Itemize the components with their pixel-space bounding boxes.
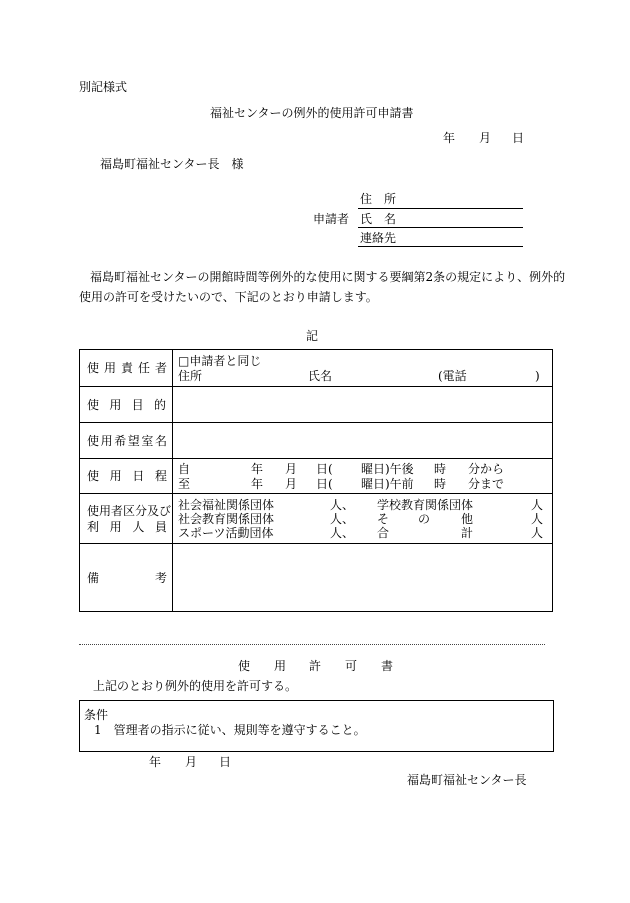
schedule-from-weekday: 曜日)午後 [361,461,414,476]
applicant-address-line [358,208,523,209]
cell-purpose[interactable] [173,387,553,423]
other-persons: 人 [531,511,544,526]
user-address-label: 住所 [178,368,203,383]
label-room: 使 用 希 望 室 名 [80,423,173,459]
applicant-name-line [358,227,523,228]
label-user-text: 使 用 責 任 者 [87,361,167,375]
user-tel-close: ) [535,368,540,383]
same-as-applicant-checkbox[interactable]: □申請者と同じ [178,353,262,368]
permit-date-month: 月 [185,755,198,769]
social-education-persons: 人、 [330,511,355,526]
row-schedule [80,459,553,494]
schedule-from-min: 分から [468,461,505,476]
schedule-from-day: 日( [316,461,333,476]
schedule-from-month: 月 [285,461,298,476]
social-welfare-persons: 人、 [330,497,355,512]
cell-remarks[interactable] [173,544,553,612]
school-persons: 人 [531,497,544,512]
other-label-b: の [418,511,431,526]
body-text-line1: 福島町福祉センターの開館時間等例外的な使用に関する要綱第2条の規定により、例外的 [90,270,566,284]
schedule-to-min: 分まで [468,476,505,491]
ki-label: 記 [306,329,319,343]
application-table [79,349,553,612]
label-category-line1: 使用者区分及び [87,503,172,518]
schedule-to-day: 日( [316,476,333,491]
total-label-a: 合 [377,525,390,540]
addressee: 福島町福祉センター長 様 [100,157,244,171]
row-category [80,494,553,544]
document-title: 福祉センターの例外的使用許可申請書 [210,106,414,120]
row-user [80,350,553,387]
schedule-from-year: 年 [251,461,264,476]
condition-1: 1 管理者の指示に従い、規則等を遵守すること。 [94,723,366,737]
schedule-from-hour: 時 [434,461,447,476]
dotted-separator [79,644,545,645]
date-day: 日 [512,131,525,145]
schedule-from: 自 [178,461,191,476]
row-purpose [80,387,553,423]
schedule-to-weekday: 曜日)午前 [361,476,414,491]
other-label-c: 他 [461,511,474,526]
permit-date-day: 日 [219,755,232,769]
schedule-to-year: 年 [251,476,264,491]
cell-user[interactable] [173,350,553,387]
user-tel-label: (電話 [438,368,467,383]
schedule-to-month: 月 [285,476,298,491]
date-year: 年 [443,131,456,145]
applicant-address-label: 住 所 [360,192,397,206]
label-purpose: 使 用 目 的 [80,387,173,423]
total-label-b: 計 [461,525,474,540]
sports-label: スポーツ活動団体 [178,525,274,540]
date-month: 月 [479,131,492,145]
label-schedule: 使 用 日 程 [80,459,173,494]
applicant-contact-label: 連絡先 [360,231,397,245]
label-remarks: 備 考 [80,544,173,612]
permit-issuer: 福島町福祉センター長 [407,773,527,787]
other-label-a: そ [377,511,390,526]
sports-persons: 人、 [330,525,355,540]
form-type-label: 別記様式 [79,80,128,94]
conditions-label: 条件 [84,708,109,722]
cell-category[interactable] [173,494,553,544]
total-persons: 人 [531,525,544,540]
row-room [80,423,553,459]
label-category [80,494,173,544]
schedule-to-hour: 時 [434,476,447,491]
user-name-label: 氏名 [308,368,333,383]
schedule-to: 至 [178,476,191,491]
social-education-label: 社会教育関係団体 [178,511,275,526]
permit-date-year: 年 [149,755,162,769]
social-welfare-label: 社会福祉関係団体 [178,497,275,512]
conditions-box [79,700,554,752]
permit-text: 上記のとおり例外的使用を許可する。 [93,679,298,693]
label-category-line2: 利 用 人 員 [87,519,167,534]
applicant-label: 申請者 [313,212,350,226]
label-user [80,350,173,387]
body-text-line2: 使用の許可を受けたいので、下記のとおり申請します。 [79,290,378,304]
cell-schedule[interactable] [173,459,553,494]
applicant-contact-line [358,246,523,247]
row-remarks [80,544,553,612]
applicant-name-label: 氏 名 [360,212,397,226]
cell-room[interactable] [173,423,553,459]
school-label: 学校教育関係団体 [377,497,474,512]
